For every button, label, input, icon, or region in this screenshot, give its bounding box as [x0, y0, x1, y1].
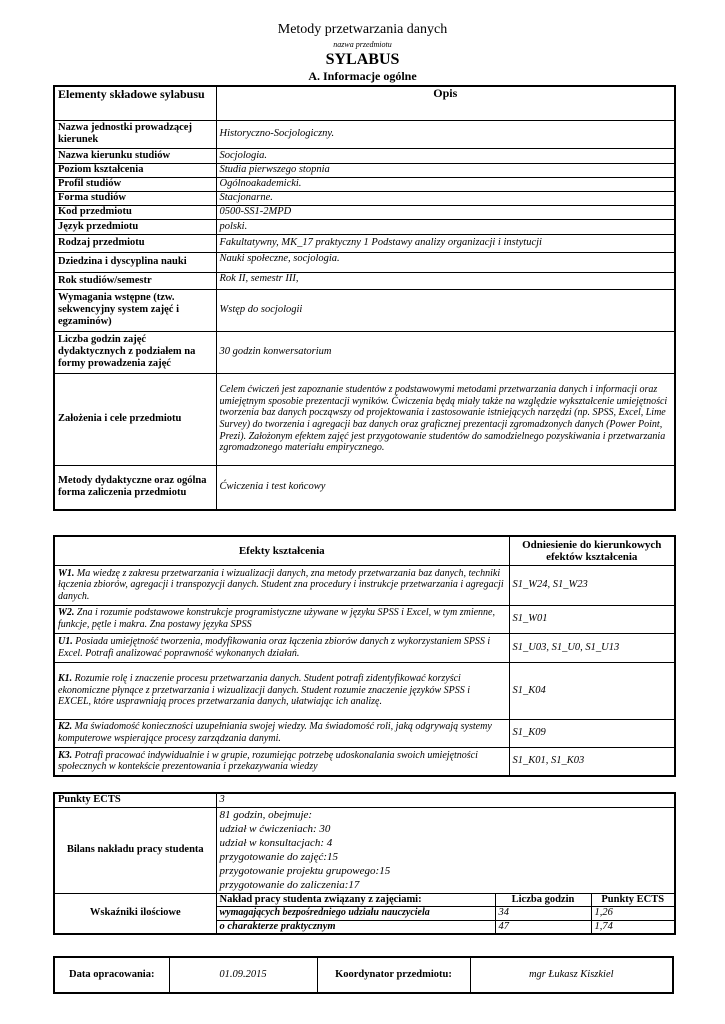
row-value: Fakultatywny, MK_17 praktyczny 1 Podstawy analizy organizacji i instytucji	[216, 234, 675, 252]
ects-header: Punkty ECTS	[591, 893, 675, 906]
doc-title: SYLABUS	[325, 51, 400, 68]
row-value: Wstęp do socjologii	[216, 289, 675, 331]
section-title: A. Informacje ogólne	[308, 69, 417, 83]
course-name-caption: nazwa przedmiotu	[333, 40, 392, 49]
row-value: polski.	[216, 219, 675, 234]
row-label: Forma studiów	[54, 191, 216, 205]
indicators-label: Wskaźniki ilościowe	[54, 893, 216, 934]
date-value: 01.09.2015	[169, 957, 317, 993]
row-label: Rok studiów/semestr	[54, 272, 216, 289]
effect-reference: S1_K09	[509, 719, 675, 747]
row-value: Celem ćwiczeń jest zapoznanie studentów z podstawowymi metodami przetwarzania danych i informacji oraz umiejętnym sposobie prezentacji wyników. Ćwiczenia będą miały także na względzie wykształcenie umiejętności tworzenia baz danych począwszy od projektowania i zastosowanie istniejących narzędzi (np. SPSS, Excel, Lime Survey) do tworzenia i agregacji baz danych oraz graficznej prezentacji zgromadzonych danych (Power Point, Prezi). Założonym efektem zajęć jest przygotowanie studentów do samodzielnego pozyskiwania i przetwarzania zgromadzonego materiału empirycznego.	[216, 373, 675, 465]
row-label: Wymagania wstępne (tzw. sekwencyjny system zajęć i egzaminów)	[54, 289, 216, 331]
row-label: Założenia i cele przedmiotu	[54, 373, 216, 465]
row-label: Profil studiów	[54, 177, 216, 191]
row-label: Poziom kształcenia	[54, 163, 216, 177]
col-effects-header: Efekty kształcenia	[54, 536, 509, 565]
row-value: 30 godzin konwersatorium	[216, 331, 675, 373]
row-label: Dziedzina i dyscyplina nauki	[54, 252, 216, 272]
col-description-header: Opis	[216, 86, 675, 120]
balance-line: przygotowanie do zajęć:15	[219, 851, 339, 863]
row-label: Liczba godzin zajęć dydaktycznych z podziałem na formy prowadzenia zajęć	[54, 331, 216, 373]
course-name: Metody przetwarzania danych	[277, 22, 448, 37]
effects-table	[53, 535, 676, 777]
effect-description	[54, 719, 509, 747]
row-value: Stacjonarne.	[216, 191, 675, 205]
effect-text: Potrafi pracować indywidualnie i w grupie, rozumiejąc potrzebę udoskonalania swoich umiejętności społecznych w kontekście prezentowania i przekazywania wiedzy	[58, 749, 478, 773]
effect-code: K3.	[58, 749, 73, 761]
workload-row-label: o charakterze praktycznym	[216, 920, 495, 934]
balance-line: przygotowanie do zaliczenia:17	[219, 879, 360, 891]
workload-row-hours: 34	[495, 906, 591, 920]
row-label: Rodzaj przedmiotu	[54, 234, 216, 252]
footer-table	[53, 956, 674, 994]
workload-row-ects: 1,74	[591, 920, 675, 934]
row-value: Ćwiczenia i test końcowy	[216, 465, 675, 510]
row-label: Język przedmiotu	[54, 219, 216, 234]
workload-row-label: wymagających bezpośredniego udziału nauczyciela	[216, 906, 495, 920]
col-reference-header: Odniesienie do kierunkowych efektów kształcenia	[509, 536, 675, 565]
row-label: Metody dydaktyczne oraz ogólna forma zaliczenia przedmiotu	[54, 465, 216, 510]
row-value: Socjologia.	[216, 148, 675, 163]
balance-lines	[216, 807, 675, 893]
general-info-table	[53, 85, 676, 511]
balance-line: przygotowanie projektu grupowego:15	[219, 865, 391, 877]
row-value: Rok II, semestr III,	[216, 272, 675, 289]
row-label: Nazwa jednostki prowadzącej kierunek	[54, 120, 216, 148]
effect-text: Posiada umiejętność tworzenia, modyfikowania oraz łączenia zbiorów danych z wykorzystaniem SPSS i Excel. Potrafi analizować poprawność wykonanych działań.	[58, 635, 491, 659]
coordinator-value: mgr Łukasz Kiszkiel	[470, 957, 673, 993]
coordinator-label: Koordynator przedmiotu:	[317, 957, 470, 993]
balance-label: Bilans nakładu pracy studenta	[54, 807, 216, 893]
row-value: Nauki społeczne, socjologia.	[216, 252, 675, 272]
balance-line: udział w konsultacjach: 4	[219, 837, 333, 849]
ects-points-value: 3	[216, 793, 675, 807]
effect-code: K2.	[58, 721, 73, 733]
date-label: Data opracowania:	[54, 957, 169, 993]
effect-code: W1.	[58, 567, 75, 579]
row-value: Ogólnoakademicki.	[216, 177, 675, 191]
balance-line: udział w ćwiczeniach: 30	[219, 823, 331, 835]
workload-row-ects: 1,26	[591, 906, 675, 920]
ects-points-label: Punkty ECTS	[54, 793, 216, 807]
effect-text: Ma wiedzę z zakresu przetwarzania i wizualizacji danych, zna metody przetwarzania baz danych, techniki łączenia zbiorów, agregacji i transpozycji danych. Student zna procedury i instrukcje przetwarzania i agregacji danych.	[58, 567, 504, 602]
effect-description	[54, 633, 509, 662]
hours-header: Liczba godzin	[495, 893, 591, 906]
row-value: Studia pierwszego stopnia	[216, 163, 675, 177]
workload-header: Nakład pracy studenta związany z zajęciami:	[216, 893, 495, 906]
effect-description	[54, 565, 509, 605]
row-value: Historyczno-Socjologiczny.	[216, 120, 675, 148]
ects-table	[53, 792, 676, 935]
effect-reference: S1_U03, S1_U0, S1_U13	[509, 633, 675, 662]
effect-reference: S1_W01	[509, 605, 675, 633]
effect-code: W2.	[58, 607, 75, 619]
effect-text: Rozumie rolę i znaczenie procesu przetwarzania danych. Student potrafi zidentyfikować korzyści ekonomiczne płynące z przetwarzania i wizualizacji danych. Student rozumie znaczenie języków SPSS i EXCEL, które usprawniają proces przetwarzania danych, ułatwiając ich analizę.	[58, 673, 471, 708]
effect-description	[54, 605, 509, 633]
effect-reference: S1_K01, S1_K03	[509, 747, 675, 776]
effect-reference: S1_K04	[509, 662, 675, 719]
effect-text: Ma świadomość konieczności uzupełniania swojej wiedzy. Ma świadomość roli, jaką odgrywają systemy komputerowe wspierające procesy zarządzania danymi.	[58, 721, 492, 744]
row-label: Nazwa kierunku studiów	[54, 148, 216, 163]
effect-code: U1.	[58, 635, 73, 647]
col-elements-header: Elementy składowe sylabusu	[54, 86, 216, 120]
row-label: Kod przedmiotu	[54, 205, 216, 219]
workload-row-hours: 47	[495, 920, 591, 934]
effect-description	[54, 747, 509, 776]
effect-text: Zna i rozumie podstawowe konstrukcje programistyczne używane w języku SPSS i Excel, w tym zmienne, funkcje, pętle i makra. Zna postawy języka SPSS	[58, 607, 495, 630]
row-value: 0500-SS1-2MPD	[216, 205, 675, 219]
effect-description	[54, 662, 509, 719]
effect-reference: S1_W24, S1_W23	[509, 565, 675, 605]
effect-code: K1.	[58, 673, 73, 685]
balance-line: 81 godzin, obejmuje:	[219, 809, 313, 821]
